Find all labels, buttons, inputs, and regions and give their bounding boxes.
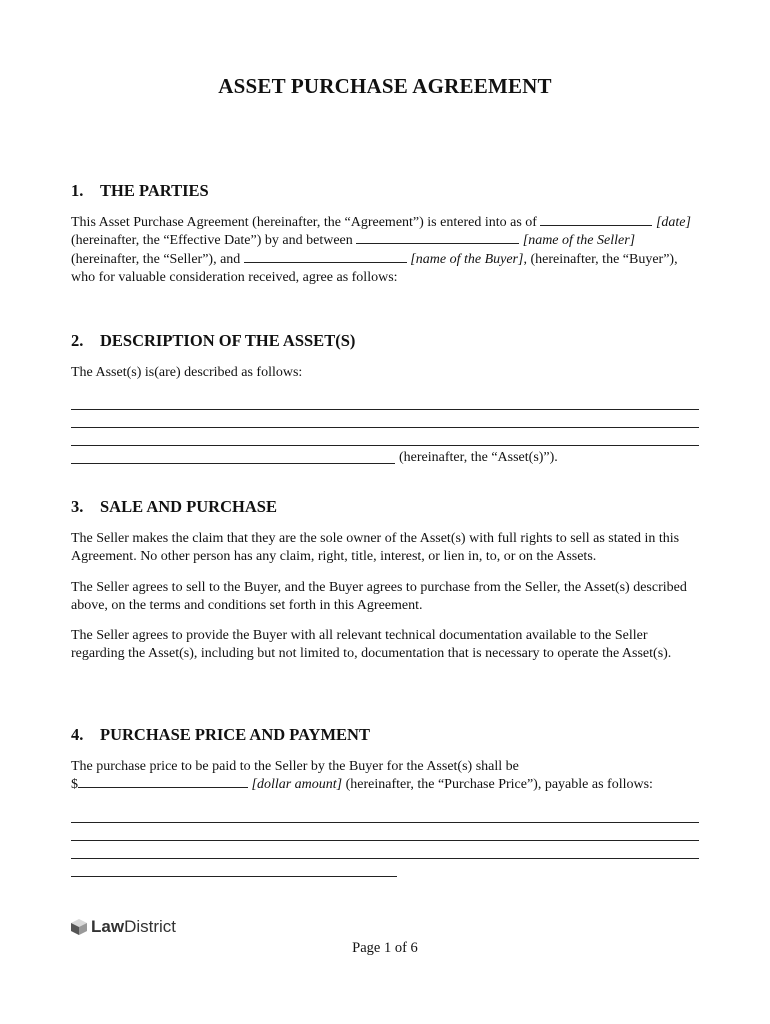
description-line[interactable] [71,463,395,464]
section-heading-description [71,331,355,351]
currency-symbol: $ [71,777,78,793]
document-title: ASSET PURCHASE AGREEMENT [218,74,552,98]
section-title: DESCRIPTION OF THE ASSET(S) [100,331,356,350]
description-line[interactable] [71,427,699,428]
price-text: (hereinafter, the “Purchase Price”), payable as follows: [345,777,653,793]
section-heading-price [71,725,370,745]
price-text: The purchase price to be paid to the Seller by the Buyer for the Asset(s) shall be [71,759,519,774]
description-intro: The Asset(s) is(are) described as follows: [71,365,303,380]
lawdistrict-logo-icon [70,917,88,937]
buyer-hint: [name of the Buyer] [410,251,524,267]
section-title: THE PARTIES [100,181,209,200]
section-number: 2. [71,331,84,350]
parties-text: , (hereinafter, the “Buyer”), who for valuable consideration received, agree as follows: [71,251,678,285]
page-number: Page 1 of 6 [352,940,418,956]
amount-blank[interactable] [78,777,248,788]
description-line[interactable] [71,445,699,446]
parties-text: This Asset Purchase Agreement (hereinafter, the “Agreement”) is entered into as of [71,215,537,230]
parties-text: (hereinafter, the “Effective Date”) by and between [71,233,353,249]
logo-text-law: Law [91,917,125,936]
payment-line[interactable] [71,876,397,877]
seller-name-blank[interactable] [356,233,519,244]
price-paragraph [71,758,699,795]
lawdistrict-logo [70,917,176,937]
section-title: SALE AND PURCHASE [100,497,277,516]
description-closing: (hereinafter, the “Asset(s)”). [399,450,558,465]
sale-paragraph: The Seller agrees to provide the Buyer with all relevant technical documentation available to the Seller regarding the Asset(s), including but not limited to, documentation that is necessary to operate the Asset(s). [71,628,672,662]
section-title: PURCHASE PRICE AND PAYMENT [100,725,370,744]
buyer-name-blank[interactable] [244,252,407,263]
amount-hint: [dollar amount] [251,777,343,793]
date-blank[interactable] [540,215,652,226]
sale-paragraph: The Seller agrees to sell to the Buyer, and the Buyer agrees to purchase from the Seller, the Asset(s) described above, on the terms and conditions set forth in this Agreement. [71,580,687,614]
section-number: 4. [71,725,84,744]
logo-text-district: District [124,917,177,936]
section-number: 3. [71,497,84,516]
description-line[interactable] [71,409,699,410]
section-heading-parties [71,181,209,201]
parties-paragraph [71,214,699,287]
section-number: 1. [71,181,84,200]
payment-line[interactable] [71,822,699,823]
sale-paragraph: The Seller makes the claim that they are the sole owner of the Asset(s) with full rights to sell as stated in this Agreement. No other person has any claim, right, title, interest, or lien in, to, or on the Assets. [71,531,680,565]
payment-line[interactable] [71,840,699,841]
parties-text: (hereinafter, the “Seller”), and [71,251,241,267]
seller-hint: [name of the Seller] [522,233,636,249]
payment-line[interactable] [71,858,699,859]
section-heading-sale [71,497,277,517]
date-hint: [date] [655,215,691,230]
